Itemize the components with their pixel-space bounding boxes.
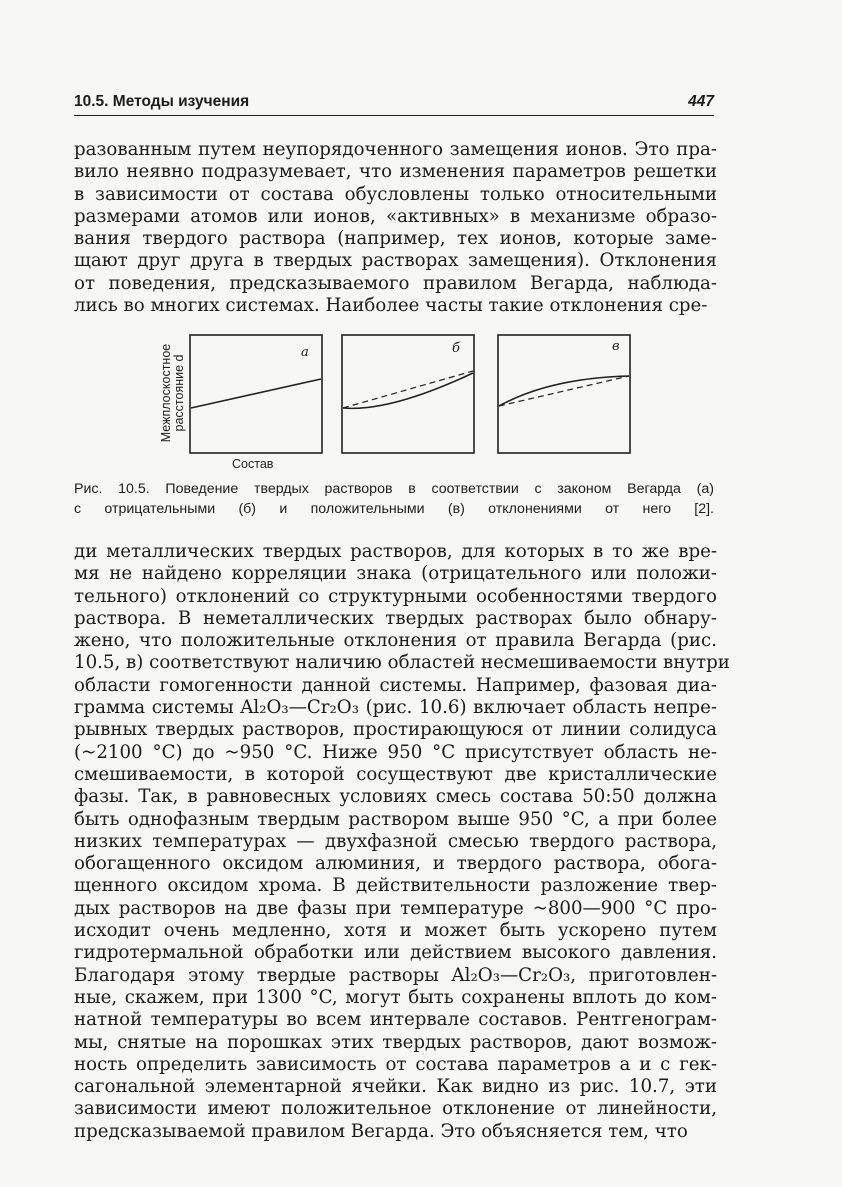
text-line: (~2100 °C) до ~950 °C. Ниже 950 °C присутствует область не- <box>74 741 717 763</box>
text-line: зависимости имеют положительное отклонение от линейности, <box>74 1098 717 1120</box>
text-line: вило неявно подразумевает, что изменения параметров решетки <box>74 161 717 183</box>
panel-a-label: а <box>301 345 309 360</box>
text-line: 10.5, в) соответствуют наличию областей несмешиваемости внутри <box>74 652 730 674</box>
text-line: щают друг друга в твердых растворах замещения). Отклонения <box>74 250 717 272</box>
section-title: 10.5. Методы изучения <box>74 93 250 110</box>
text-line: размерами атомов или ионов, «активных» в механизме образо- <box>74 205 717 227</box>
text-line: сагональной элементарной ячейки. Как видно из рис. 10.7, эти <box>74 1076 717 1098</box>
figure-caption <box>74 480 714 519</box>
text-line: ные, скажем, при 1300 °C, могут быть сохранены вплоть до ком- <box>74 986 717 1008</box>
text-line: рывных твердых растворов, простирающуюся от линии солидуса <box>74 719 717 741</box>
running-header <box>74 91 714 116</box>
figure-10-5 <box>160 330 640 480</box>
figure-panels-svg <box>160 330 640 460</box>
text-line: тельного) отклонений со структурными особенностями твердого <box>74 585 717 607</box>
text-line: лись во многих системах. Наиболее часты такие отклонения сре- <box>74 295 708 317</box>
figure-x-axis-label: Состав <box>232 457 274 471</box>
text-line: разованным путем неупорядоченного замещения ионов. Это пра- <box>74 139 717 160</box>
y-label-line2: расстояние d <box>172 354 186 431</box>
text-line: щенного оксидом хрома. В действительности разложение твер- <box>74 875 717 897</box>
text-line: от поведения, предсказываемого правилом Вегарда, наблюда- <box>74 272 717 294</box>
text-line: фазы. Так, в равновесных условиях смесь состава 50:50 должна <box>74 786 717 808</box>
text-line: грамма системы Al₂O₃—Cr₂O₃ (рис. 10.6) включает область непре- <box>74 697 717 719</box>
text-line: дых растворов на две фазы при температуре ~800—900 °C про- <box>74 897 717 919</box>
page-number: 447 <box>688 93 714 110</box>
panel-c-frame <box>498 335 630 453</box>
text-line: смешиваемости, в которой сосуществуют две кристаллические <box>74 763 717 785</box>
text-line: области гомогенности данной системы. Например, фазовая диа- <box>74 674 717 696</box>
text-line: ность определить зависимость от состава параметров a и c гек- <box>74 1053 717 1075</box>
text-line: мя не найдено корреляции знака (отрицательного или положи- <box>74 563 717 585</box>
text-line: исходит очень медленно, хотя и может быть ускорено путем <box>74 920 717 942</box>
panel-b-label: б <box>452 341 460 356</box>
panel-c-vegard-dashed <box>499 376 629 406</box>
text-line: ди металлических твердых растворов, для которых в то же вре- <box>74 541 717 562</box>
text-line: мы, снятые на порошках этих твердых растворов, дают возмож- <box>74 1031 717 1053</box>
text-line: раствора. В неметаллических твердых растворах было обнару- <box>74 607 717 629</box>
text-line: гидротермальной обработки или действием высокого давления. <box>74 942 717 964</box>
text-line: в зависимости от состава обусловлены только относительными <box>74 183 717 205</box>
text-line: Благодаря этому твердые растворы Al₂O₃—Cr₂O₃, приготовлен- <box>74 964 717 986</box>
panel-c-label: в <box>612 339 620 354</box>
text-line: натной температуры во всем интервале составов. Рентгенограм- <box>74 1009 717 1031</box>
paragraph-bottom <box>74 541 730 1143</box>
text-line: обогащенного оксидом алюминия, и твердого раствора, обога- <box>74 853 717 875</box>
panel-a-line <box>191 379 321 408</box>
caption-line: с отрицательными (б) и положительными (в) отклонениями от него [2]. <box>74 500 714 517</box>
text-line: жено, что положительные отклонения от правила Вегарда (рис. <box>74 630 717 652</box>
text-line: вания твердого раствора (например, тех ионов, которые заме- <box>74 228 717 250</box>
y-label-line1: Межплоскостное <box>159 343 173 442</box>
text-line: низких температурах — двухфазной смесью твердого раствора, <box>74 830 717 852</box>
paragraph-top <box>74 139 717 317</box>
caption-line: Рис. 10.5. Поведение твердых растворов в соответствии с законом Вегарда (а) <box>74 481 714 497</box>
text-line: быть однофазным твердым раствором выше 950 °C, а при более <box>74 808 717 830</box>
text-line: предсказываемой правилом Вегарда. Это объясняется тем, что <box>74 1120 688 1142</box>
panel-b-vegard-dashed <box>343 371 473 408</box>
